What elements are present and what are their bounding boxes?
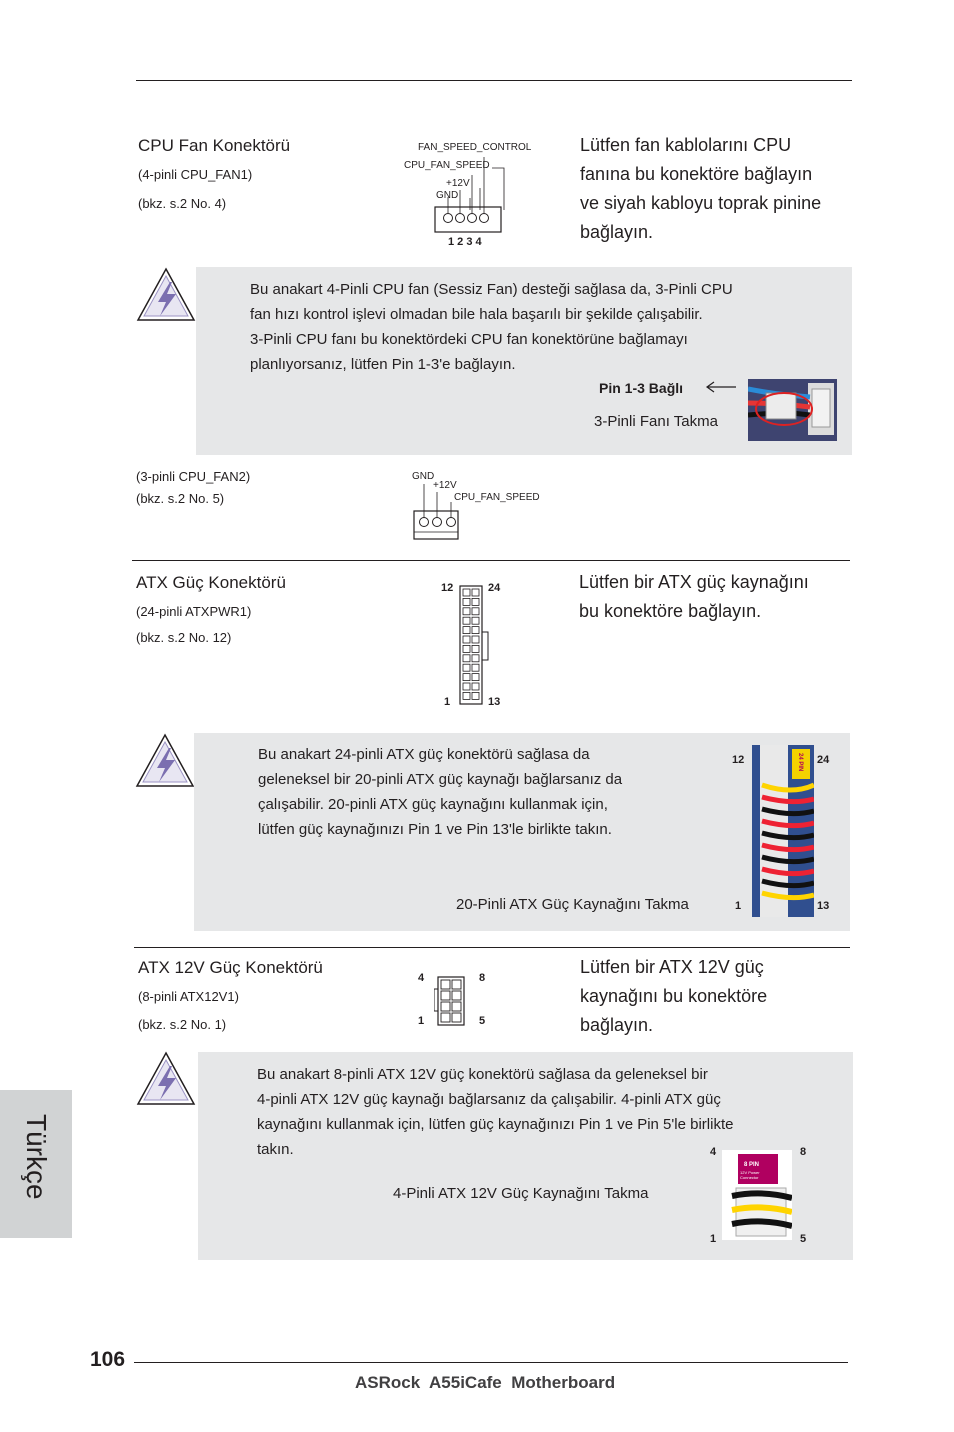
atx-photo-pin-13: 13 — [817, 900, 830, 912]
connector-latch — [482, 632, 488, 660]
connector-pin — [463, 664, 470, 671]
connector-pin — [463, 655, 470, 662]
connector-pin — [463, 674, 470, 681]
connector-pin — [472, 655, 479, 662]
atx12v-8pin-connector-diagram — [434, 975, 470, 1027]
note-line: Bu anakart 8-pinli ATX 12V güç konektörü sağlasa da geleneksel bir — [257, 1066, 708, 1083]
connector-pin — [463, 589, 470, 596]
atx12v-note-text — [257, 1062, 733, 1162]
cpu-fan2-sub2: (bkz. s.2 No. 5) — [136, 491, 225, 506]
pin-label-gnd: GND — [436, 190, 459, 201]
atx12v-photo-sublabel: 12V Power Connector — [740, 1170, 760, 1180]
atx12v-sub1: (8-pinli ATX12V1) — [138, 989, 239, 1004]
atx-24pin-connector-diagram — [456, 584, 492, 708]
atx-install-label: 20-Pinli ATX Güç Kaynağını Takma — [456, 896, 689, 913]
cpu-fan2-sub1: (3-pinli CPU_FAN2) — [136, 469, 251, 484]
connector-pin — [463, 645, 470, 652]
cpu-fan1-pin-numbers: 1 2 3 4 — [448, 236, 482, 248]
atx12v-desc-line: bağlayın. — [580, 1015, 654, 1035]
warning-icon — [136, 266, 196, 324]
atx-pin-24: 24 — [488, 582, 501, 594]
arrow-left-icon — [704, 380, 738, 394]
connector-pin — [472, 664, 479, 671]
cpu-fan2-connector-diagram — [410, 480, 470, 542]
pin-label-cpu-fan-speed: CPU_FAN_SPEED — [404, 160, 490, 171]
atx12v-title: ATX 12V Güç Konektörü — [138, 958, 323, 977]
note-line: takın. — [257, 1141, 294, 1158]
cpu-fan-desc-line: Lütfen fan kablolarını CPU — [580, 135, 792, 155]
atx-photo-pin-1: 1 — [735, 900, 742, 912]
cpu-fan-sub2: (bkz. s.2 No. 4) — [138, 196, 227, 211]
atx12v-photo-pin-1: 1 — [710, 1233, 717, 1245]
atx12v-pin-8: 8 — [479, 972, 486, 984]
three-pin-install-label: 3-Pinli Fanı Takma — [594, 413, 718, 430]
note-line: 4-pinli ATX 12V güç kaynağı bağlarsanız da çalışabilir. 4-pinli ATX güç — [257, 1091, 721, 1108]
connector-pin — [463, 627, 470, 634]
note-line: Bu anakart 4-Pinli CPU fan (Sessiz Fan) desteği sağlasa da, 3-Pinli CPU — [250, 281, 733, 298]
connector-pin — [472, 608, 479, 615]
connector-pin — [472, 692, 479, 699]
page-number: 106 — [90, 1348, 126, 1371]
connector-pin — [463, 608, 470, 615]
atx-photo-pin-24: 24 — [817, 754, 830, 766]
footer-rule — [134, 1362, 848, 1363]
atx-note-text — [258, 742, 622, 842]
atx-photo-pin-12: 12 — [732, 754, 745, 766]
connector-pin — [463, 692, 470, 699]
atx12v-pin-1: 1 — [418, 1015, 425, 1027]
section-rule — [134, 947, 850, 948]
atx12v-install-label: 4-Pinli ATX 12V Güç Kaynağını Takma — [393, 1185, 649, 1202]
connector-pin — [472, 645, 479, 652]
atx12v-photo-pin-8: 8 — [800, 1146, 807, 1158]
footer-product-name: ASRock A55iCafe Motherboard — [355, 1373, 616, 1392]
atx-desc-line: bu konektöre bağlayın. — [579, 601, 762, 621]
atx-pin-1: 1 — [444, 696, 451, 708]
atx-desc-line: Lütfen bir ATX güç kaynağını — [579, 572, 809, 592]
atx-power-sub1: (24-pinli ATXPWR1) — [136, 604, 252, 619]
top-rule — [136, 80, 852, 81]
connector-pin — [472, 636, 479, 643]
atx12v-8pin-photo — [722, 1150, 792, 1240]
note-line: planlıyorsanız, lütfen Pin 1-3'e bağlayın. — [250, 356, 516, 373]
pin-label-fan-speed-control: FAN_SPEED_CONTROL — [418, 142, 532, 153]
connector-pin — [472, 683, 479, 690]
cpu-fan-desc-line: ve siyah kabloyu toprak pinine — [580, 193, 822, 213]
note-line: geleneksel bir 20-pinli ATX güç kaynağı bağlarsanız da — [258, 771, 623, 788]
note-line: Bu anakart 24-pinli ATX güç konektörü sağlasa da — [258, 746, 590, 763]
atx-pin-13: 13 — [488, 696, 501, 708]
atx12v-photo-label: 8 PIN — [744, 1162, 760, 1168]
cpu-fan-sub1: (4-pinli CPU_FAN1) — [138, 167, 253, 182]
connector-pin — [472, 627, 479, 634]
connector-pin — [463, 617, 470, 624]
fan2-pin-label-gnd: GND — [412, 471, 435, 482]
note-line: kaynağını kullanmak için, lütfen güç kaynağınızı Pin 1 ve Pin 5'le birlikte — [257, 1116, 734, 1133]
connector-pin — [463, 683, 470, 690]
atx12v-desc-line: kaynağını bu konektöre — [580, 986, 768, 1006]
atx12v-sub2: (bkz. s.2 No. 1) — [138, 1017, 227, 1032]
cpu-fan1-connector-diagram — [400, 150, 510, 240]
atx12v-photo-pin-5: 5 — [800, 1233, 807, 1245]
language-tab-label: Türkçe — [21, 1114, 52, 1200]
note-line: lütfen güç kaynağınızı Pin 1 ve Pin 13'le birlikte takın. — [258, 821, 612, 838]
warning-icon — [135, 732, 195, 790]
atx-pin-12: 12 — [441, 582, 454, 594]
atx-photo-label: 24 PIN — [797, 753, 803, 772]
connector-pin — [472, 674, 479, 681]
cpu-fan-note-text — [250, 277, 733, 377]
note-line: çalışabilir. 20-pinli ATX güç kaynağını kullanmak için, — [258, 796, 608, 813]
connector-pin — [472, 598, 479, 605]
atx-power-sub2: (bkz. s.2 No. 12) — [136, 630, 232, 645]
atx12v-description — [580, 953, 767, 1040]
fan2-pin-label-speed: CPU_FAN_SPEED — [454, 492, 540, 503]
atx-power-title: ATX Güç Konektörü — [136, 573, 286, 592]
atx12v-pin-4: 4 — [418, 972, 425, 984]
fan2-pin-label-12v: +12V — [433, 480, 457, 491]
cpu-fan-desc-line: fanına bu konektöre bağlayın — [580, 164, 813, 184]
language-side-tab — [0, 1090, 72, 1238]
warning-icon — [136, 1050, 196, 1108]
connector-pin — [463, 598, 470, 605]
atx12v-pin-5: 5 — [479, 1015, 486, 1027]
section-rule — [132, 560, 850, 561]
fan-connector-illustration — [748, 379, 837, 441]
connector-pin — [472, 589, 479, 596]
note-line: fan hızı kontrol işlevi olmadan bile hala başarılı bir şekilde çalışabilir. — [250, 306, 703, 323]
atx12v-photo-pin-4: 4 — [710, 1146, 717, 1158]
note-line: 3-Pinli CPU fanı bu konektördeki CPU fan konektörüne bağlamayı — [250, 331, 688, 348]
connector-pin — [472, 617, 479, 624]
three-pin-fan-photo — [748, 379, 837, 441]
connector-pin — [463, 636, 470, 643]
atx12v-desc-line: Lütfen bir ATX 12V güç — [580, 957, 764, 977]
atx-photo-illustration — [752, 745, 814, 917]
cpu-fan-description — [580, 131, 821, 247]
cpu-fan-desc-line: bağlayın. — [580, 222, 654, 242]
atx-24pin-photo — [752, 745, 814, 917]
pin-label-12v: +12V — [446, 178, 470, 189]
cpu-fan-title: CPU Fan Konektörü — [138, 136, 291, 155]
pin-connected-label: Pin 1-3 Bağlı — [599, 380, 684, 396]
atx-power-description — [579, 568, 809, 626]
